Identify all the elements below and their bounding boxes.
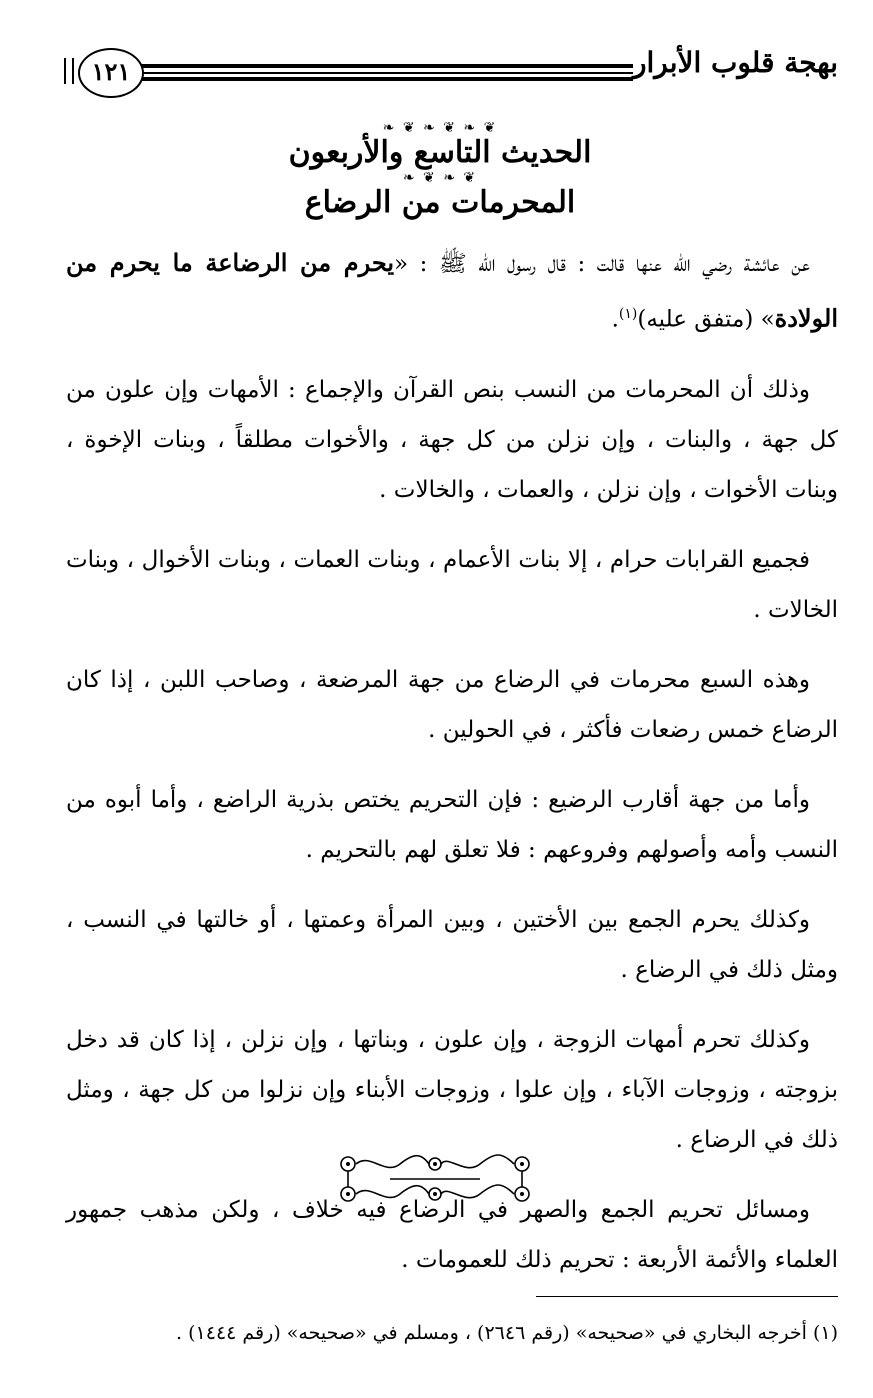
header-rule [140,62,633,84]
header-end-mark [64,58,74,84]
footnote-ref: (١) [618,306,638,322]
paragraph: وهذه السبع محرمات في الرضاع من جهة المرضعة ، وصاحب اللبن ، إذا كان الرضاع خمس رضعات فأكثر ، في الحولين . [66,666,838,743]
hadith-source: » (متفق عليه) [637,306,775,333]
hadith-title-block [200,120,680,230]
footnote-separator [536,1296,838,1297]
hadith-text [66,238,838,345]
hadith-quote: يحرم من الرضاعة ما يحرم من الولادة [66,248,838,333]
page-number: ١٢١ [78,48,144,98]
footnote: (١) أخرجه البخاري في «صحيحه» (رقم ٢٦٤٦) ، ومسلم في «صحيحه» (رقم ١٤٤٤) . [176,1322,838,1344]
paragraph: فجميع القرابات حرام ، إلا بنات الأعمام ، وبنات العمات ، وبنات الأخوال ، وبنات الخالات . [66,546,838,623]
title-ornament-icon: ❦ ❧ ❦ ❧ ❦ ❧ [382,120,498,136]
title-ornament-icon: ❦ ❧ ❦ ❧ [402,170,478,186]
paragraph: وذلك أن المحرمات من النسب بنص القرآن والإجماع : الأمهات وإن علون من كل جهة ، والبنات ، وإن نزلن من كل جهة ، والأخوات مطلقاً ، وبنات الإخوة ، وبنات الأخوات ، وإن نزلن ، والعمات ، والخالات . [66,376,838,503]
paragraph: وأما من جهة أقارب الرضيع : فإن التحريم يختص بذرية الراضع ، وأما أبوه من النسب وأمه وأصولهم وفروعهم : فلا تعلق لهم بالتحريم . [66,786,838,863]
paragraph: وكذلك تحرم أمهات الزوجة ، وإن علون ، وبناتها ، وإن نزلن ، إذا كان قد دخل بزوجته ، وزوجات الآباء ، وإن علوا ، وزوجات الأبناء وإن نزلوا من كل جهة ، ومثل ذلك في الرضاع . [66,1026,838,1153]
running-title: بهجة قلوب الأبرار [632,46,838,79]
section-divider-ornament-icon [330,1150,540,1208]
hadith-title: الحديث التاسع والأربعون [288,135,592,170]
hadith-intro: عن عائشة رضي الله عنها قالت : قال رسول الله ﷺ : « [394,251,810,277]
hadith-end: . [611,306,619,333]
hadith-subtitle: المحرمات من الرضاع [304,185,576,220]
page-header [68,40,838,110]
paragraph: ومسائل تحريم الجمع والصهر في الرضاع فيه خلاف ، ولكن مذهب جمهور العلماء والأئمة الأربعة : تحريم ذلك للعمومات . [66,1196,838,1273]
page-body [66,238,838,1305]
paragraph: وكذلك يحرم الجمع بين الأختين ، وبين المرأة وعمتها ، أو خالتها في النسب ، ومثل ذلك في الرضاع . [66,906,838,983]
